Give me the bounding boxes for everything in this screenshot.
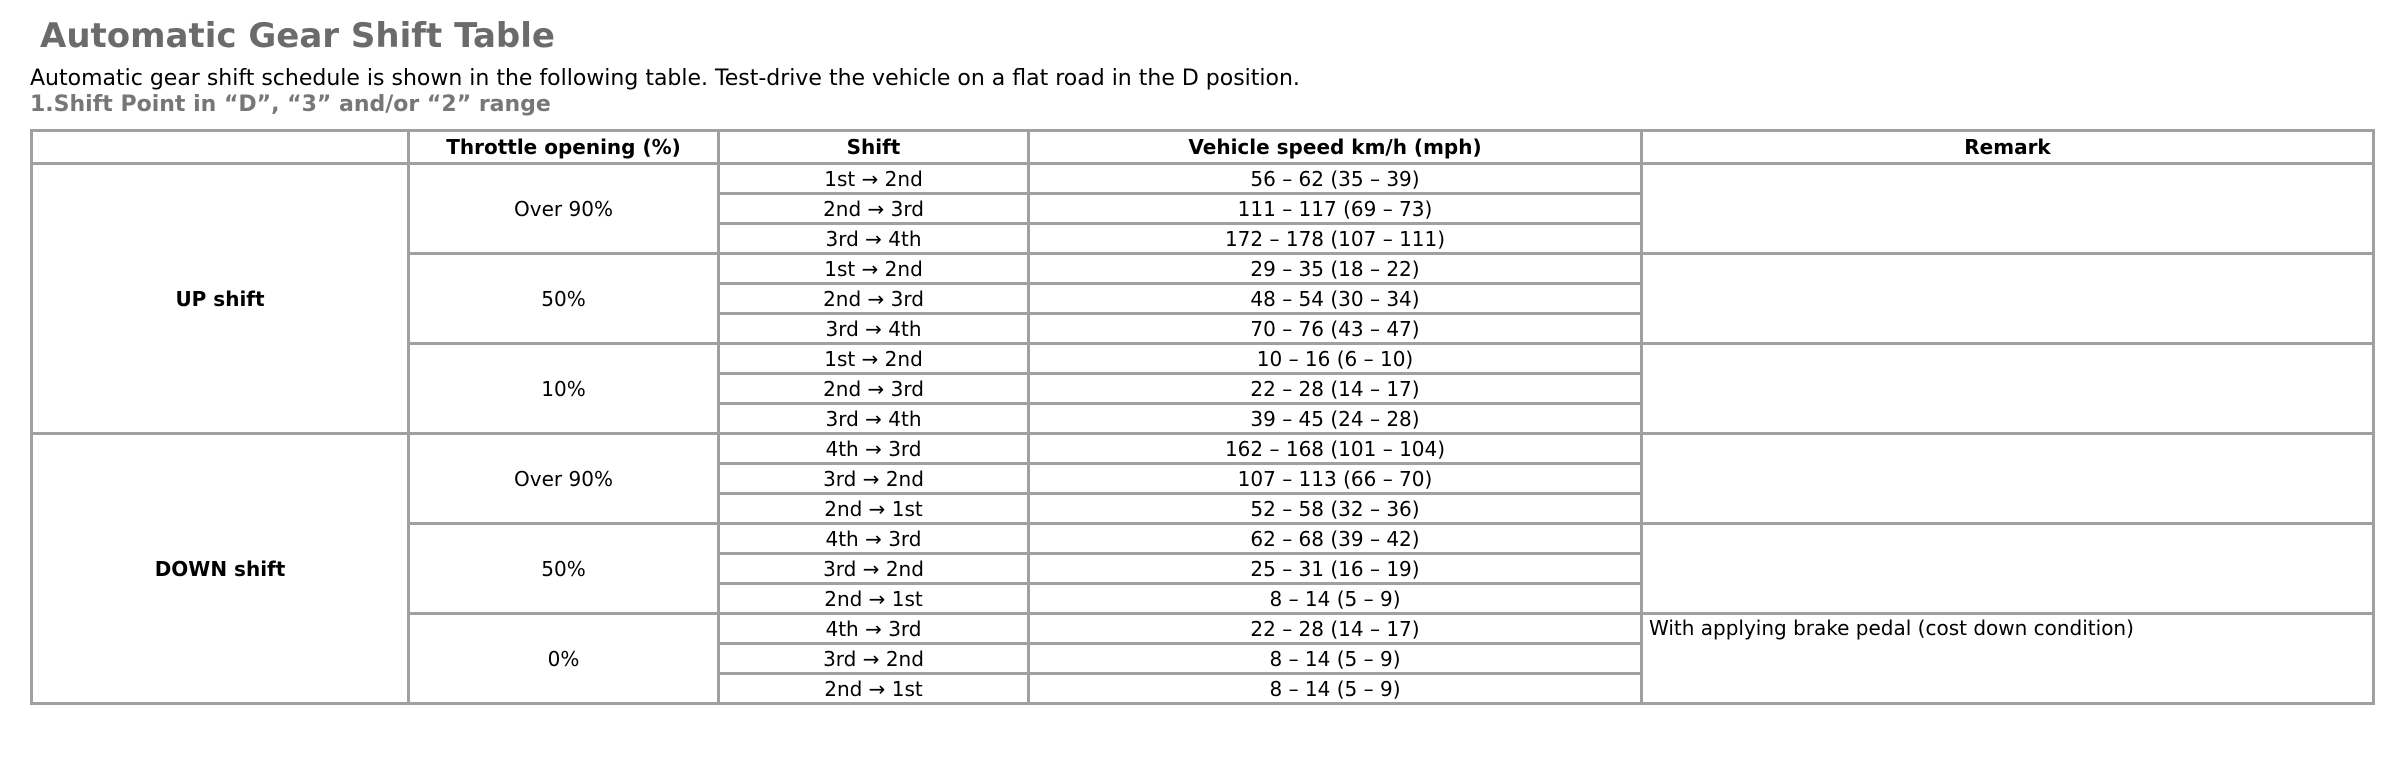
speed-cell: 70 – 76 (43 – 47) xyxy=(1029,314,1642,344)
speed-cell: 22 – 28 (14 – 17) xyxy=(1029,374,1642,404)
remark-cell xyxy=(1642,434,2374,524)
shift-cell: 2nd → 1st xyxy=(719,494,1029,524)
shift-cell: 2nd → 1st xyxy=(719,584,1029,614)
remark-cell: With applying brake pedal (cost down condition) xyxy=(1642,614,2374,704)
speed-cell: 8 – 14 (5 – 9) xyxy=(1029,674,1642,704)
speed-cell: 172 – 178 (107 – 111) xyxy=(1029,224,1642,254)
shift-cell: 1st → 2nd xyxy=(719,164,1029,194)
throttle-cell: 50% xyxy=(409,524,719,614)
speed-cell: 48 – 54 (30 – 34) xyxy=(1029,284,1642,314)
speed-cell: 162 – 168 (101 – 104) xyxy=(1029,434,1642,464)
shift-cell: 4th → 3rd xyxy=(719,614,1029,644)
shift-cell: 4th → 3rd xyxy=(719,524,1029,554)
speed-cell: 25 – 31 (16 – 19) xyxy=(1029,554,1642,584)
remark-cell xyxy=(1642,524,2374,614)
group-cell-down-shift: DOWN shift xyxy=(32,434,409,704)
shift-cell: 2nd → 3rd xyxy=(719,194,1029,224)
speed-cell: 52 – 58 (32 – 36) xyxy=(1029,494,1642,524)
shift-cell: 1st → 2nd xyxy=(719,254,1029,284)
speed-cell: 39 – 45 (24 – 28) xyxy=(1029,404,1642,434)
remark-cell xyxy=(1642,164,2374,254)
gear-shift-table xyxy=(30,129,2375,705)
shift-cell: 1st → 2nd xyxy=(719,344,1029,374)
shift-cell: 3rd → 2nd xyxy=(719,464,1029,494)
page-title: Automatic Gear Shift Table xyxy=(40,16,555,56)
header-speed: Vehicle speed km/h (mph) xyxy=(1029,131,1642,164)
speed-cell: 22 – 28 (14 – 17) xyxy=(1029,614,1642,644)
speed-cell: 56 – 62 (35 – 39) xyxy=(1029,164,1642,194)
table-row xyxy=(32,434,2374,464)
speed-cell: 62 – 68 (39 – 42) xyxy=(1029,524,1642,554)
header-shift: Shift xyxy=(719,131,1029,164)
throttle-cell: 10% xyxy=(409,344,719,434)
shift-cell: 3rd → 4th xyxy=(719,224,1029,254)
shift-cell: 3rd → 4th xyxy=(719,404,1029,434)
shift-cell: 2nd → 1st xyxy=(719,674,1029,704)
header-group xyxy=(32,131,409,164)
table-body xyxy=(32,164,2374,704)
throttle-cell: 50% xyxy=(409,254,719,344)
throttle-cell: Over 90% xyxy=(409,434,719,524)
speed-cell: 111 – 117 (69 – 73) xyxy=(1029,194,1642,224)
shift-cell: 4th → 3rd xyxy=(719,434,1029,464)
header-remark: Remark xyxy=(1642,131,2374,164)
remark-cell xyxy=(1642,254,2374,344)
group-cell-up-shift: UP shift xyxy=(32,164,409,434)
intro-text: Automatic gear shift schedule is shown in the following table. Test-drive the vehicle on a flat road in the D position. xyxy=(30,66,1300,91)
shift-cell: 3rd → 4th xyxy=(719,314,1029,344)
header-throttle: Throttle opening (%) xyxy=(409,131,719,164)
table-row xyxy=(32,164,2374,194)
table-header-row xyxy=(32,131,2374,164)
shift-cell: 2nd → 3rd xyxy=(719,284,1029,314)
speed-cell: 10 – 16 (6 – 10) xyxy=(1029,344,1642,374)
speed-cell: 8 – 14 (5 – 9) xyxy=(1029,644,1642,674)
shift-cell: 3rd → 2nd xyxy=(719,554,1029,584)
remark-cell xyxy=(1642,344,2374,434)
speed-cell: 8 – 14 (5 – 9) xyxy=(1029,584,1642,614)
throttle-cell: 0% xyxy=(409,614,719,704)
speed-cell: 107 – 113 (66 – 70) xyxy=(1029,464,1642,494)
shift-cell: 3rd → 2nd xyxy=(719,644,1029,674)
throttle-cell: Over 90% xyxy=(409,164,719,254)
shift-cell: 2nd → 3rd xyxy=(719,374,1029,404)
speed-cell: 29 – 35 (18 – 22) xyxy=(1029,254,1642,284)
section-heading: 1.Shift Point in “D”, “3” and/or “2” range xyxy=(30,92,551,117)
